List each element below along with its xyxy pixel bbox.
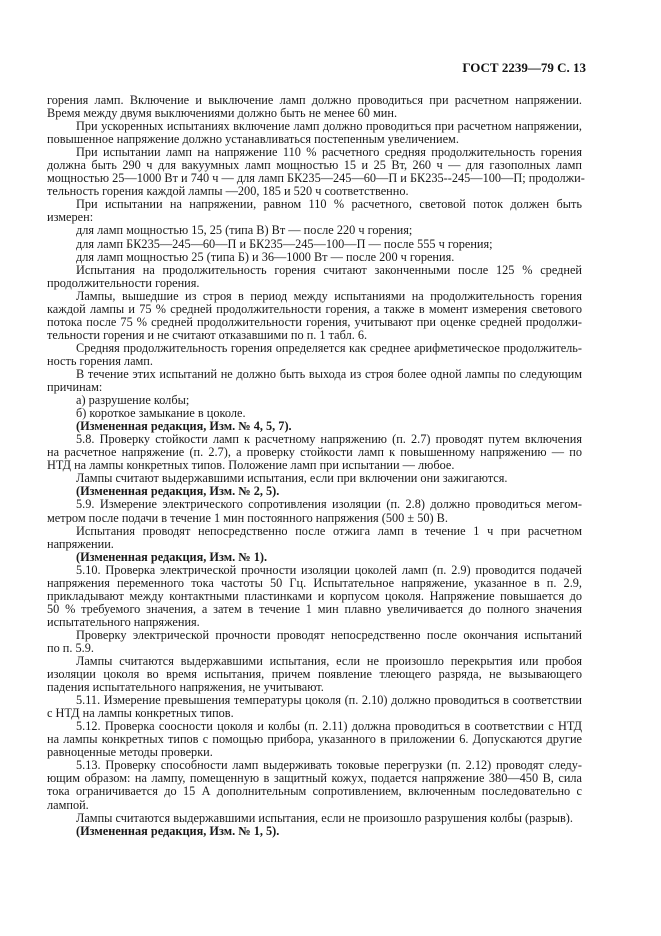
text-line: должна быть 290 ч для вакуумных ламп мощностью 15 и 25 Вт, 260 ч — для газополных ламп (47, 158, 582, 173)
amendment-note: (Измененная редакция, Изм. № 4, 5, 7). (76, 419, 292, 434)
text-line: на расчетное напряжение (п. 2.7), а проверку стойкости ламп к повышенному напряжению — по (47, 445, 582, 460)
text-line: для ламп мощностью 15, 25 (типа В) Вт — после 220 ч горения; (76, 223, 413, 238)
document-body (47, 93, 585, 838)
text-line: Лампы считаются выдержавшими испытания, если не произошло перекрытия или пробоя (76, 654, 582, 669)
text-line: тельность горения каждой лампы —200, 185 и 520 ч соответственно. (47, 184, 409, 199)
page-header: ГОСТ 2239—79 С. 13 (462, 60, 586, 75)
text-line: мощностью 25—1000 Вт и 740 ч — для ламп БК235—245—60—П и БК235--245—100—П; продолжи- (47, 171, 585, 186)
text-line: напряжения переменного тока частоты 50 Гц. Испытательное напряжение, указанное в п. 2.9, (47, 575, 582, 590)
text-line: на лампы конкретных типов с помощью прибора, указанного в приложении 6. Допускаются другие (47, 732, 582, 747)
text-line: горения ламп. Включение и выключение ламп должно проводиться при расчетном напряжении. (47, 93, 582, 107)
text-line: В течение этих испытаний не должно быть выхода из строя более одной лампы по следующим (76, 366, 582, 381)
text-line: метром после подачи в течение 1 мин постоянного напряжения (500 ± 50) В. (47, 510, 448, 525)
text-line: ющим образом: на лампу, помещенную в защитный кожух, подается напряжение 380—450 В, сила (47, 771, 582, 786)
text-line: Лампы, вышедшие из строя в период между испытаниями на продолжительность горения (76, 288, 582, 303)
text-line: б) короткое замыкание в цоколе. (76, 406, 246, 421)
text-line: прикладывают между контактными пластинками и корпусом цоколя. Напряжение повышается до (47, 588, 582, 603)
text-line: 5.8. Проверку стойкости ламп к расчетному напряжению (п. 2.7) проводят путем включения (76, 432, 582, 447)
text-line: каждой лампы и 75 % средней продолжительности горения, а также в момент измерения светового (47, 301, 582, 316)
text-line: При ускоренных испытаниях включение ламп должно проводиться при расчетном напряжении, (76, 119, 582, 134)
text-line: испытательного напряжения. (47, 614, 200, 629)
text-line: При испытании на напряжении, равном 110 % расчетного, световой поток должен быть (76, 197, 582, 212)
text-line: тельности горения и не считают отказавшими по п. 1 табл. 6. (47, 327, 368, 342)
text-line: повышенное напряжение должно устанавливаться постепенным увеличением. (47, 132, 459, 147)
text-line: изоляции цоколя во время испытания, причем появление тлеющего разряда, не вызывающего (47, 667, 582, 682)
text-line: Испытания проводят непосредственно после отжига ламп в течение 1 ч при расчетном (76, 523, 582, 538)
text-line: лампой. (47, 797, 89, 812)
text-line: Проверку электрической прочности проводят непосредственно после окончания испытаний (76, 627, 582, 642)
text-line: При испытании ламп на напряжение 110 % расчетного средняя продолжительность горения (76, 145, 582, 160)
text-line: тока ограничивается до 15 А дополнительным сопротивлением, включенным последовательно с (47, 784, 582, 799)
text-line: а) разрушение колбы; (76, 393, 190, 408)
text-line: Лампы считают выдержавшими испытания, если при включении они зажигаются. (76, 471, 508, 486)
text-line: для ламп БК235—245—60—П и БК235—245—100—П — после 555 ч горения; (76, 236, 493, 251)
text-line: продолжительности горения. (47, 275, 200, 290)
text-line: НТД на лампы конкретных типов. Положение ламп при испытании — любое. (47, 458, 455, 473)
text-line: равноценные методы проверки. (47, 745, 213, 760)
text-line: по п. 5.9. (47, 640, 94, 655)
amendment-note: (Измененная редакция, Изм. № 1, 5). (76, 823, 280, 838)
text-line: 5.12. Проверка соосности цоколя и колбы (п. 2.11) должна проводиться в соответствии с НТД (76, 719, 582, 734)
amendment-note: (Измененная редакция, Изм. № 2, 5). (76, 484, 280, 499)
text-line: Средняя продолжительность горения определяется как среднее арифметическое продолжитель- (76, 340, 582, 355)
text-line: 50 % требуемого значения, а затем в течение 1 мин плавно увеличивается до полного значения (47, 601, 582, 616)
text-line: 5.11. Измерение превышения температуры цоколя (п. 2.10) должно проводиться в соответствии (76, 693, 582, 708)
text-line: Испытания на продолжительность горения считают законченными после 125 % средней (76, 262, 582, 277)
text-line: Лампы считаются выдержавшими испытания, если не произошло разрушения колбы (разрыв). (76, 810, 573, 825)
amendment-note: (Измененная редакция, Изм. № 1). (76, 549, 268, 564)
text-line: для ламп мощностью 25 (типа Б) и 36—1000 Вт — после 200 ч горения. (76, 249, 455, 264)
text-line: 5.9. Измерение электрического сопротивления изоляции (п. 2.8) должно проводиться мегом- (76, 497, 582, 512)
text-line: напряжении. (47, 536, 114, 551)
text-line: ность горения ламп. (47, 353, 153, 368)
text-line: измерен: (47, 210, 94, 225)
text-line: Время между двумя выключениями должно быть не менее 60 мин. (47, 106, 398, 121)
text-line: 5.13. Проверку способности ламп выдерживать токовые перегрузки (п. 2.12) проводят следу- (76, 758, 582, 773)
text-line: причинам: (47, 380, 103, 395)
text-line: падения испытательного напряжения, не учитывают. (47, 680, 324, 695)
text-line: 5.10. Проверка электрической прочности изоляции цоколей ламп (п. 2.9) проводится подачей (76, 562, 582, 577)
text-line: с НТД на лампы конкретных типов. (47, 706, 234, 721)
text-line: потока после 75 % средней продолжительности горения, учитывают при оценке средней продолжи- (47, 314, 582, 329)
